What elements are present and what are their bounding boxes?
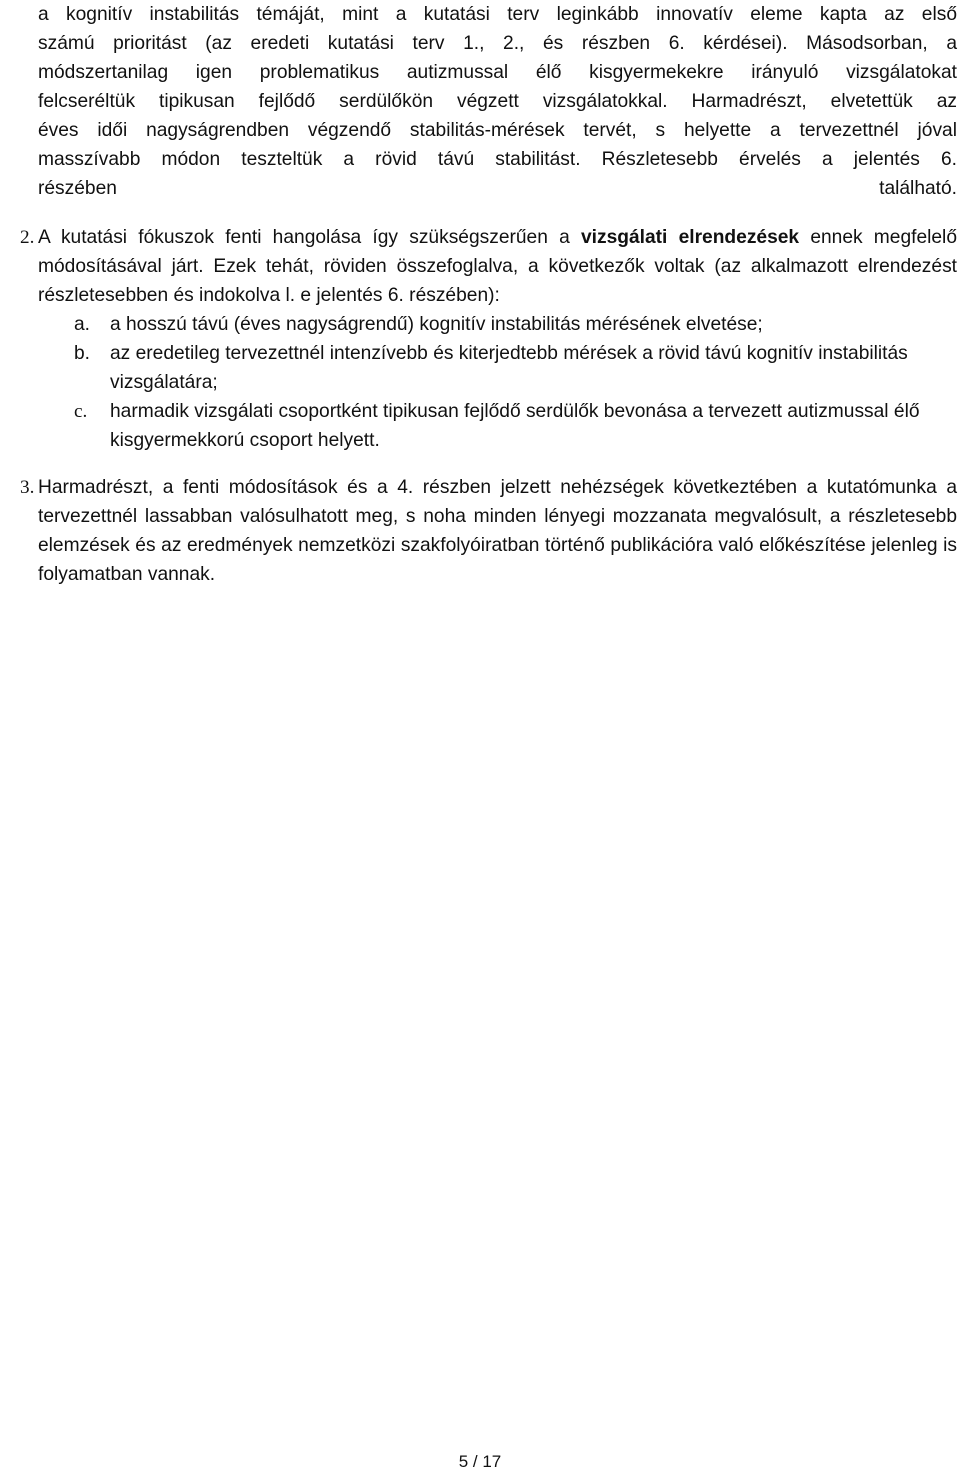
- sublist-item: [74, 339, 957, 397]
- document-page: [20, 0, 957, 589]
- list-item-text-start: A kutatási fókuszok fenti hangolása így szükségszerűen a: [38, 227, 581, 248]
- paragraph-line: számú prioritást (az eredeti kutatási terv 1., 2., és részben 6. kérdései). Másodsorban, a: [38, 33, 957, 54]
- sublist-text: az eredetileg tervezettnél intenzívebb és kiterjedtebb mérések a rövid távú kognitív instabilitás vizsgálatára;: [110, 343, 908, 393]
- paragraph-line: részében található.: [38, 178, 957, 199]
- page-number: 5 / 17: [458, 1452, 502, 1471]
- list-item-2: [20, 223, 957, 455]
- list-item-text: Harmadrészt, a fenti módosítások és a 4. részben jelzett nehézségek következtében a kutatómunka a tervezettnél lassabban valósulhatott meg, s noha minden lényegi mozzanata megvalósult, a részletesebb elemzések és az eredmények nemzetközi szakfolyóiratban történő publikációra való előkészítése jelenleg is folyamatban vannak.: [38, 477, 957, 585]
- paragraph-continuation: [38, 0, 957, 203]
- bold-term: vizsgálati elrendezések: [580, 227, 800, 248]
- list-item-3: [20, 473, 957, 589]
- sublist-letter: b.: [74, 343, 91, 364]
- list-number: 3.: [20, 477, 35, 498]
- paragraph-line: felcseréltük tipikusan fejlődő serdülőkön végzett vizsgálatokkal. Harmadrészt, elvetettük az: [38, 91, 957, 112]
- list-item-text-end: ennek megfelelő módosításával járt. Ezek tehát, röviden összefoglalva, a következők voltak (az alkalmazott elrendezést részletesebben és indokolva l. e jelentés 6. részében):: [38, 227, 957, 306]
- sublist-item: [74, 310, 957, 339]
- sublist: [74, 310, 957, 455]
- sublist-text: harmadik vizsgálati csoportként tipikusan fejlődő serdülők bevonása a tervezett autizmussal élő kisgyermekkorú csoport helyett.: [110, 401, 920, 451]
- list-item-text: [38, 223, 957, 310]
- sublist-letter: a.: [74, 314, 91, 335]
- sublist-item: [74, 397, 957, 455]
- paragraph-line: éves idői nagyságrendben végzendő stabilitás-mérések tervét, s helyette a tervezettnél jóval: [38, 120, 957, 141]
- paragraph-line: a kognitív instabilitás témáját, mint a kutatási terv leginkább innovatív eleme kapta az első: [38, 4, 957, 25]
- paragraph-line: masszívabb módon teszteltük a rövid távú stabilitást. Részletesebb érvelés a jelentés 6.: [38, 149, 957, 170]
- sublist-text: a hosszú távú (éves nagyságrendű) kognitív instabilitás mérésének elvetése;: [110, 314, 763, 335]
- list-number: 2.: [20, 227, 35, 248]
- paragraph-line: módszertanilag igen problematikus autizmussal élő kisgyermekekre irányuló vizsgálatokat: [38, 62, 957, 83]
- sublist-letter: c.: [74, 401, 88, 422]
